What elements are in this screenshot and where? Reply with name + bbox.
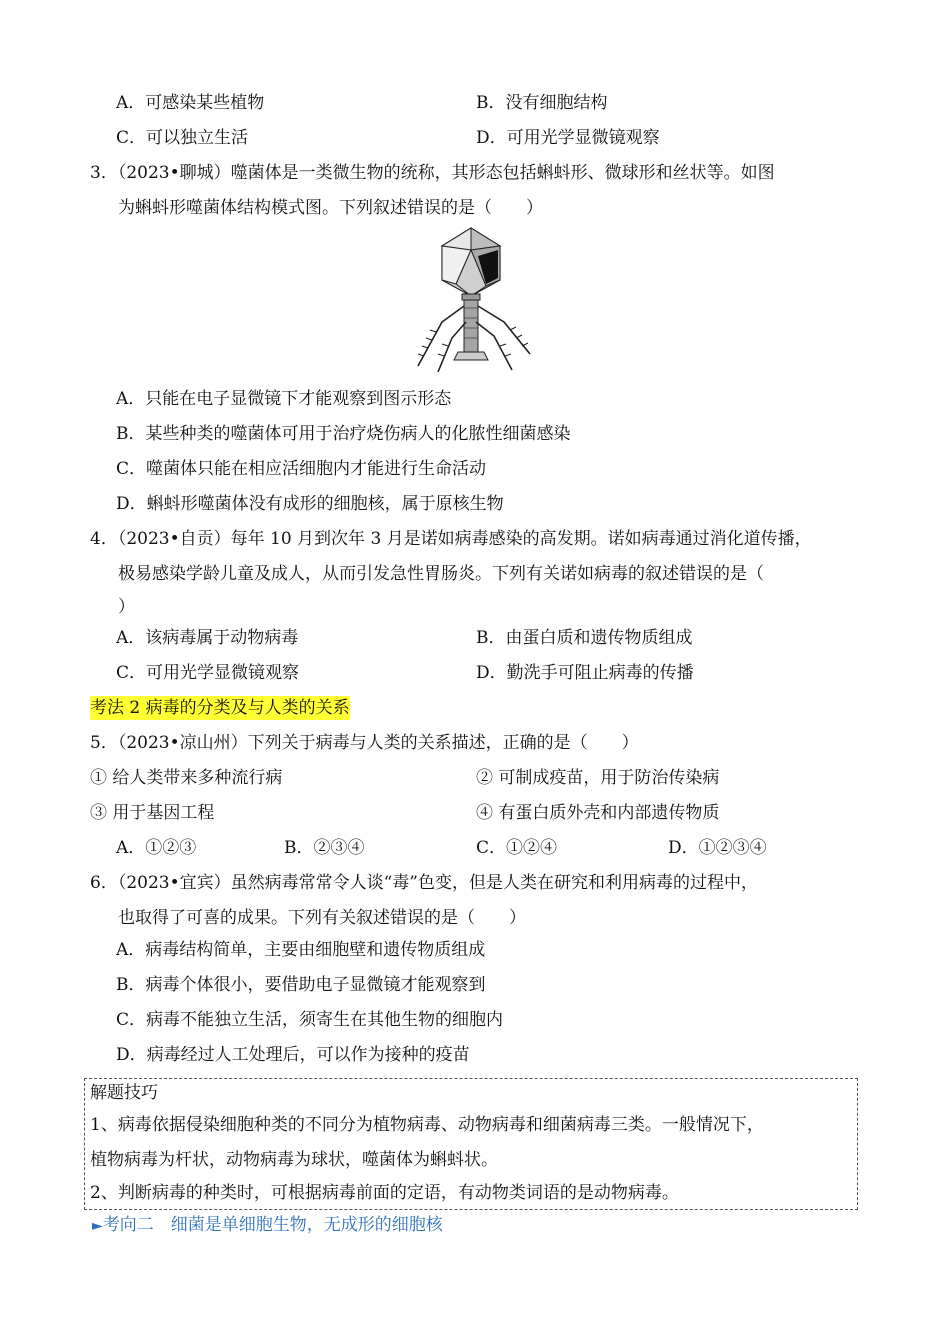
q5-statement-3: ③ 用于基因工程 (90, 803, 215, 823)
q3-stem-line1: 3．（2023•聊城）噬菌体是一类微生物的统称，其形态包括蝌蚪形、微球形和丝状等。如图 (90, 163, 775, 183)
q6-option-d: D．病毒经过人工处理后，可以作为接种的疫苗 (116, 1045, 470, 1065)
q2-option-b: B．没有细胞结构 (476, 93, 608, 113)
q4-option-a: A．该病毒属于动物病毒 (116, 628, 299, 648)
q6-option-c: C．病毒不能独立生活，须寄生在其他生物的细胞内 (116, 1010, 504, 1030)
q4-stem-line1: 4．（2023•自贡）每年 10 月到次年 3 月是诺如病毒感染的高发期。诺如病毒通过消化道传播， (90, 529, 812, 549)
q3-stem-line2: 为蝌蚪形噬菌体结构模式图。下列叙述错误的是（ ） (118, 198, 543, 218)
q5-option-a: A．①②③ (116, 838, 197, 858)
bacteriophage-icon (412, 226, 536, 376)
q2-option-a: A．可感染某些植物 (116, 93, 265, 113)
q3-option-d: D．蝌蚪形噬菌体没有成形的细胞核，属于原核生物 (116, 494, 504, 514)
q5-statement-4: ④ 有蛋白质外壳和内部遗传物质 (476, 803, 720, 823)
q4-option-d: D．勤洗手可阻止病毒的传播 (476, 663, 694, 683)
q3-option-c: C．噬菌体只能在相应活细胞内才能进行生命活动 (116, 459, 487, 479)
section-title: 考法 2 病毒的分类及与人类的关系 (90, 698, 350, 718)
q5-statement-2: ② 可制成疫苗，用于防治传染病 (476, 768, 720, 788)
triangle-marker-icon: ► (92, 1218, 103, 1234)
tips-title: 解题技巧 (90, 1083, 158, 1103)
next-section-heading-text: 考向二 细菌是单细胞生物，无成形的细胞核 (102, 1215, 443, 1235)
q3-option-a: A．只能在电子显微镜下才能观察到图示形态 (116, 389, 452, 409)
tips-point-2: 2、判断病毒的种类时，可根据病毒前面的定语，有动物类词语的是动物病毒。 (90, 1183, 679, 1203)
q5-stem: 5．（2023•凉山州）下列关于病毒与人类的关系描述，正确的是（ ） (90, 733, 639, 753)
q5-option-c: C．①②④ (476, 838, 558, 858)
next-section-heading (92, 1213, 443, 1238)
q4-option-b: B．由蛋白质和遗传物质组成 (476, 628, 693, 648)
q6-option-b: B．病毒个体很小，要借助电子显微镜才能观察到 (116, 975, 486, 995)
q2-option-d: D．可用光学显微镜观察 (476, 128, 660, 148)
q6-option-a: A．病毒结构简单，主要由细胞壁和遗传物质组成 (116, 940, 486, 960)
q6-stem-line1: 6．（2023•宜宾）虽然病毒常常令人谈“毒”色变，但是人类在研究和利用病毒的过程中， (90, 873, 758, 893)
q6-stem-line2: 也取得了可喜的成果。下列有关叙述错误的是（ ） (118, 908, 526, 928)
tips-point-1-line2: 植物病毒为杆状，动物病毒为球状，噬菌体为蝌蚪状。 (90, 1150, 498, 1170)
q4-stem-line3: ） (118, 597, 135, 617)
q3-option-b: B．某些种类的噬菌体可用于治疗烧伤病人的化脓性细菌感染 (116, 424, 571, 444)
q5-option-b: B．②③④ (284, 838, 365, 858)
q5-statement-1: ① 给人类带来多种流行病 (90, 768, 283, 788)
q4-stem-line2: 极易感染学龄儿童及成人，从而引发急性胃肠炎。下列有关诺如病毒的叙述错误的是（ (118, 564, 764, 584)
q4-option-c: C．可用光学显微镜观察 (116, 663, 300, 683)
q5-option-d: D．①②③④ (668, 838, 767, 858)
tips-point-1-line1: 1、病毒依据侵染细胞种类的不同分为植物病毒、动物病毒和细菌病毒三类。一般情况下， (90, 1115, 764, 1135)
q2-option-c: C．可以独立生活 (116, 128, 249, 148)
